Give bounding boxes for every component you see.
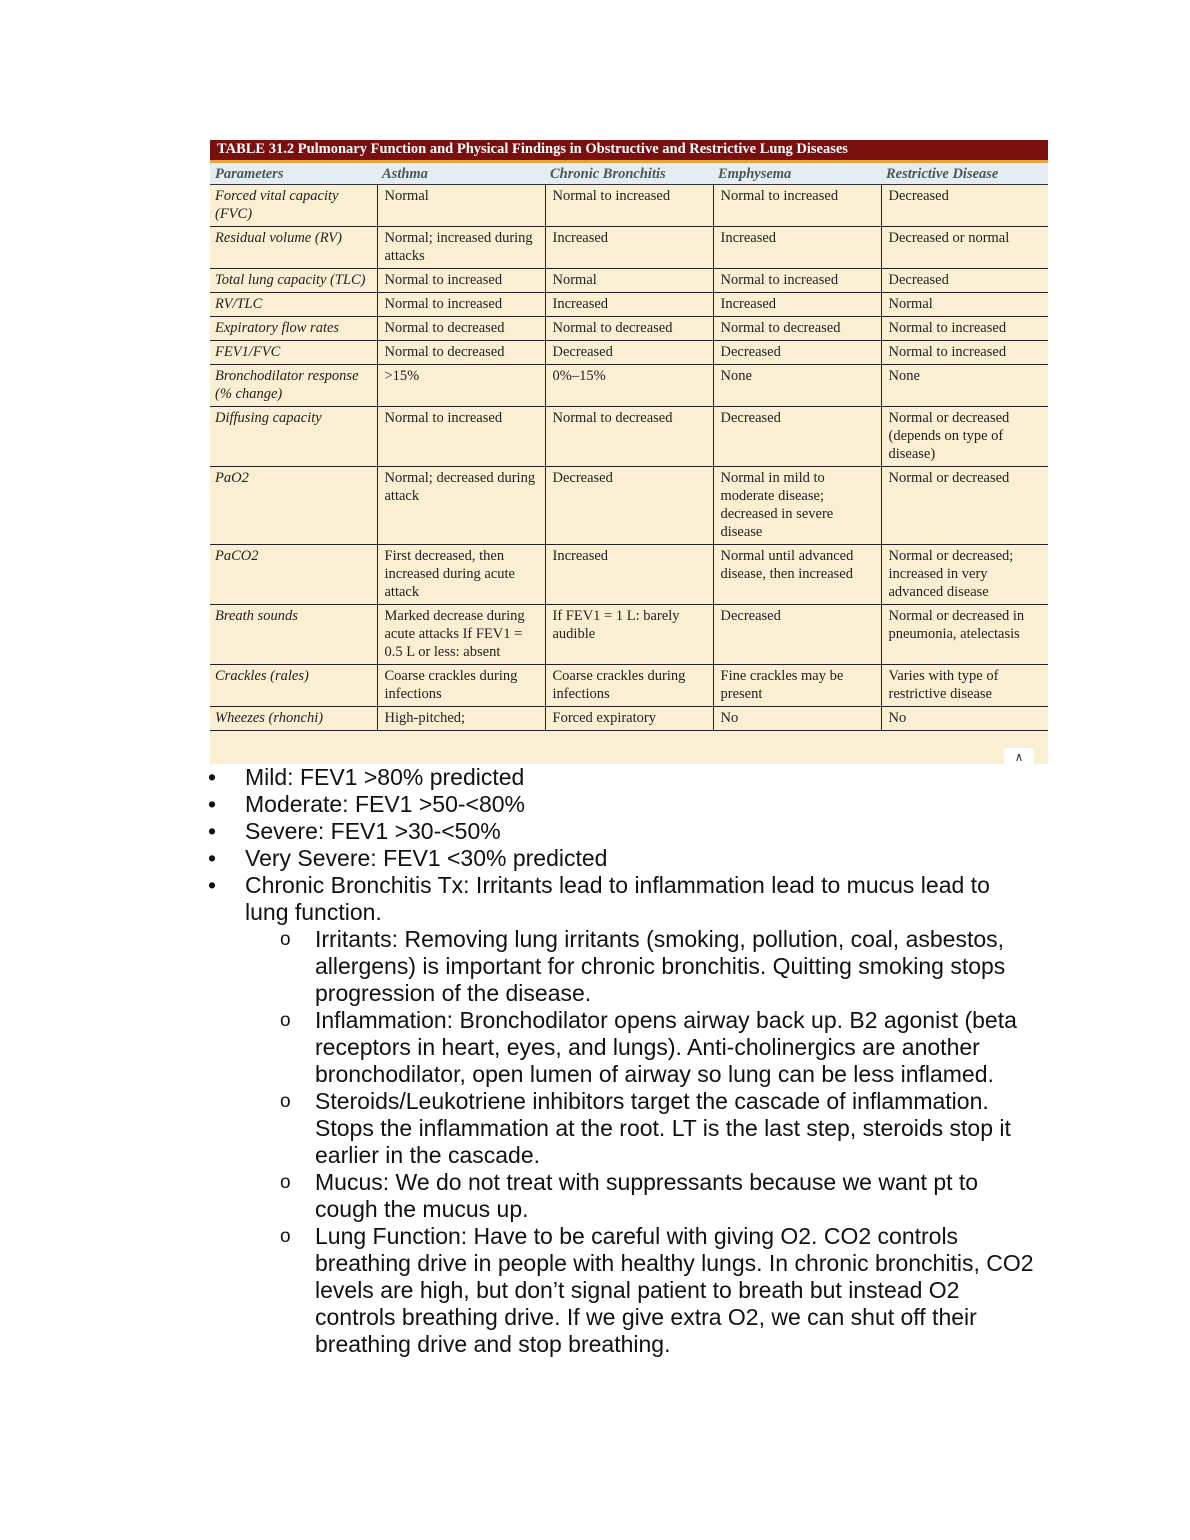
sub-list-item-text: Mucus: We do not treat with suppressants because we want pt to cough the mucus up. — [315, 1169, 979, 1222]
bullet: • — [208, 872, 217, 898]
table-cell: Normal to increased — [377, 293, 545, 317]
table-cell: Normal or decreased in pneumonia, atelectasis — [881, 605, 1048, 665]
table-cell: Normal — [881, 293, 1048, 317]
list-item — [208, 818, 1038, 845]
table-cell: Normal — [545, 269, 713, 293]
table-cell: Decreased — [881, 269, 1048, 293]
table-cell: Forced vital capacity (FVC) — [210, 185, 377, 227]
table-row — [210, 467, 1048, 545]
table-cell: Increased — [545, 293, 713, 317]
sub-list-item — [208, 926, 1038, 1007]
table-cell: Decreased — [545, 467, 713, 545]
sub-bullet: o — [280, 1010, 291, 1031]
table-row — [210, 545, 1048, 605]
sub-bullet: o — [280, 1226, 291, 1247]
table-row — [210, 227, 1048, 269]
table-cell: Normal to decreased — [377, 317, 545, 341]
sub-bullet: o — [280, 1172, 291, 1193]
sub-list-item-text: Inflammation: Bronchodilator opens airway back up. B2 agonist (beta receptors in heart, eyes, and lungs). Anti-cholinergics are another bronchodilator, open lumen of airway so lung can be less inflamed. — [315, 1007, 1017, 1087]
table-cell: Normal to decreased — [545, 407, 713, 467]
table-cell: Wheezes (rhonchi) — [210, 707, 377, 731]
list-item-text: Mild: FEV1 >80% predicted — [245, 764, 525, 790]
header-parameters: Parameters — [210, 163, 377, 185]
table-cell: Normal or decreased (depends on type of disease) — [881, 407, 1048, 467]
pulmonary-function-table — [210, 163, 1048, 731]
list-item — [208, 791, 1038, 818]
table-cell: Normal or decreased — [881, 467, 1048, 545]
table-cell: Decreased — [713, 341, 881, 365]
sub-list-item — [208, 1223, 1038, 1358]
table-cell: Decreased or normal — [881, 227, 1048, 269]
notes-list — [208, 764, 1038, 1358]
table-image — [210, 140, 1048, 764]
table-row — [210, 269, 1048, 293]
table-cell: Decreased — [713, 605, 881, 665]
table-row — [210, 365, 1048, 407]
table-cell: Normal to increased — [881, 341, 1048, 365]
list-item-text: Moderate: FEV1 >50-<80% — [245, 791, 525, 817]
table-cell: RV/TLC — [210, 293, 377, 317]
table-header-row — [210, 163, 1048, 185]
table-cell: If FEV1 = 1 L: barely audible — [545, 605, 713, 665]
table-cell: Breath sounds — [210, 605, 377, 665]
table-cell: Decreased — [545, 341, 713, 365]
table-cell: 0%–15% — [545, 365, 713, 407]
table-cell: None — [713, 365, 881, 407]
table-cell: Normal to decreased — [377, 341, 545, 365]
table-row — [210, 293, 1048, 317]
bullet: • — [208, 845, 217, 871]
table-cell: Coarse crackles during infections — [545, 665, 713, 707]
table-cell: Normal to decreased — [545, 317, 713, 341]
sub-bullet: o — [280, 1091, 291, 1112]
table-cell: Decreased — [881, 185, 1048, 227]
list-item — [208, 845, 1038, 872]
table-cell: Increased — [713, 293, 881, 317]
sub-list-item — [208, 1088, 1038, 1169]
sub-list-item — [208, 1169, 1038, 1223]
sub-list-item-text: Irritants: Removing lung irritants (smoking, pollution, coal, asbestos, allergens) is important for chronic bronchitis. Quitting smoking stops progression of the disease. — [315, 926, 1006, 1006]
table-cell: Fine crackles may be present — [713, 665, 881, 707]
table-cell: Varies with type of restrictive disease — [881, 665, 1048, 707]
bullet: • — [208, 818, 217, 844]
table-cell: >15% — [377, 365, 545, 407]
table-row — [210, 665, 1048, 707]
table-cell: Decreased — [713, 407, 881, 467]
table-cell: Normal; increased during attacks — [377, 227, 545, 269]
table-row — [210, 317, 1048, 341]
table-cell: Forced expiratory — [545, 707, 713, 731]
table-row — [210, 707, 1048, 731]
bullet: • — [208, 791, 217, 817]
table-cell: Marked decrease during acute attacks If FEV1 = 0.5 L or less: absent — [377, 605, 545, 665]
header-chronic-bronchitis: Chronic Bronchitis — [545, 163, 713, 185]
table-cell: No — [881, 707, 1048, 731]
list-item-text: Severe: FEV1 >30-<50% — [245, 818, 501, 844]
table-cell: No — [713, 707, 881, 731]
chevron-up-icon[interactable]: ∧ — [1004, 748, 1034, 764]
sub-list-item-text: Steroids/Leukotriene inhibitors target the cascade of inflammation. Stops the inflammation at the root. LT is the last step, steroids stop it earlier in the cascade. — [315, 1088, 1011, 1168]
bullet: • — [208, 764, 217, 790]
table-cell: Bronchodilator response (% change) — [210, 365, 377, 407]
header-restrictive-disease: Restrictive Disease — [881, 163, 1048, 185]
table-cell: FEV1/FVC — [210, 341, 377, 365]
sub-list-item-text: Lung Function: Have to be careful with giving O2. CO2 controls breathing drive in people with healthy lungs. In chronic bronchitis, CO2 levels are high, but don’t signal patient to breath but instead O2 controls breathing drive. If we give extra O2, we can shut off their breathing drive and stop breathing. — [315, 1223, 1034, 1357]
table-cell: Normal; decreased during attack — [377, 467, 545, 545]
list-item — [208, 764, 1038, 791]
table-cell: Expiratory flow rates — [210, 317, 377, 341]
table-cell: Normal to increased — [377, 407, 545, 467]
list-item — [208, 872, 1038, 926]
table-cell: Total lung capacity (TLC) — [210, 269, 377, 293]
table-row — [210, 605, 1048, 665]
table-cell: Normal in mild to moderate disease; decreased in severe disease — [713, 467, 881, 545]
table-row — [210, 407, 1048, 467]
table-cell: Diffusing capacity — [210, 407, 377, 467]
header-asthma: Asthma — [377, 163, 545, 185]
table-cell: PaCO2 — [210, 545, 377, 605]
table-cell: Coarse crackles during infections — [377, 665, 545, 707]
table-row — [210, 185, 1048, 227]
table-cell: PaO2 — [210, 467, 377, 545]
table-cell: Normal to increased — [881, 317, 1048, 341]
table-cell: Normal to increased — [545, 185, 713, 227]
table-cell: Normal to increased — [713, 185, 881, 227]
table-title: TABLE 31.2 Pulmonary Function and Physical Findings in Obstructive and Restrictive Lung Diseases — [210, 140, 1048, 163]
table-cell: Normal to increased — [713, 269, 881, 293]
table-cell: High-pitched; — [377, 707, 545, 731]
table-cell: Normal — [377, 185, 545, 227]
table-cell: Increased — [545, 227, 713, 269]
header-emphysema: Emphysema — [713, 163, 881, 185]
sub-list-item — [208, 1007, 1038, 1088]
sub-bullet: o — [280, 929, 291, 950]
table-cell: Normal to decreased — [713, 317, 881, 341]
table-cell: Normal to increased — [377, 269, 545, 293]
table-cell: Increased — [545, 545, 713, 605]
table-cell: None — [881, 365, 1048, 407]
list-item-text: Very Severe: FEV1 <30% predicted — [245, 845, 608, 871]
table-cell: Residual volume (RV) — [210, 227, 377, 269]
list-item-text: Chronic Bronchitis Tx: Irritants lead to inflammation lead to mucus lead to lung function. — [245, 872, 990, 925]
table-cell: Normal until advanced disease, then increased — [713, 545, 881, 605]
table-row — [210, 341, 1048, 365]
table-cell: Increased — [713, 227, 881, 269]
table-cell: Normal or decreased; increased in very advanced disease — [881, 545, 1048, 605]
table-cell: First decreased, then increased during acute attack — [377, 545, 545, 605]
table-cell: Crackles (rales) — [210, 665, 377, 707]
